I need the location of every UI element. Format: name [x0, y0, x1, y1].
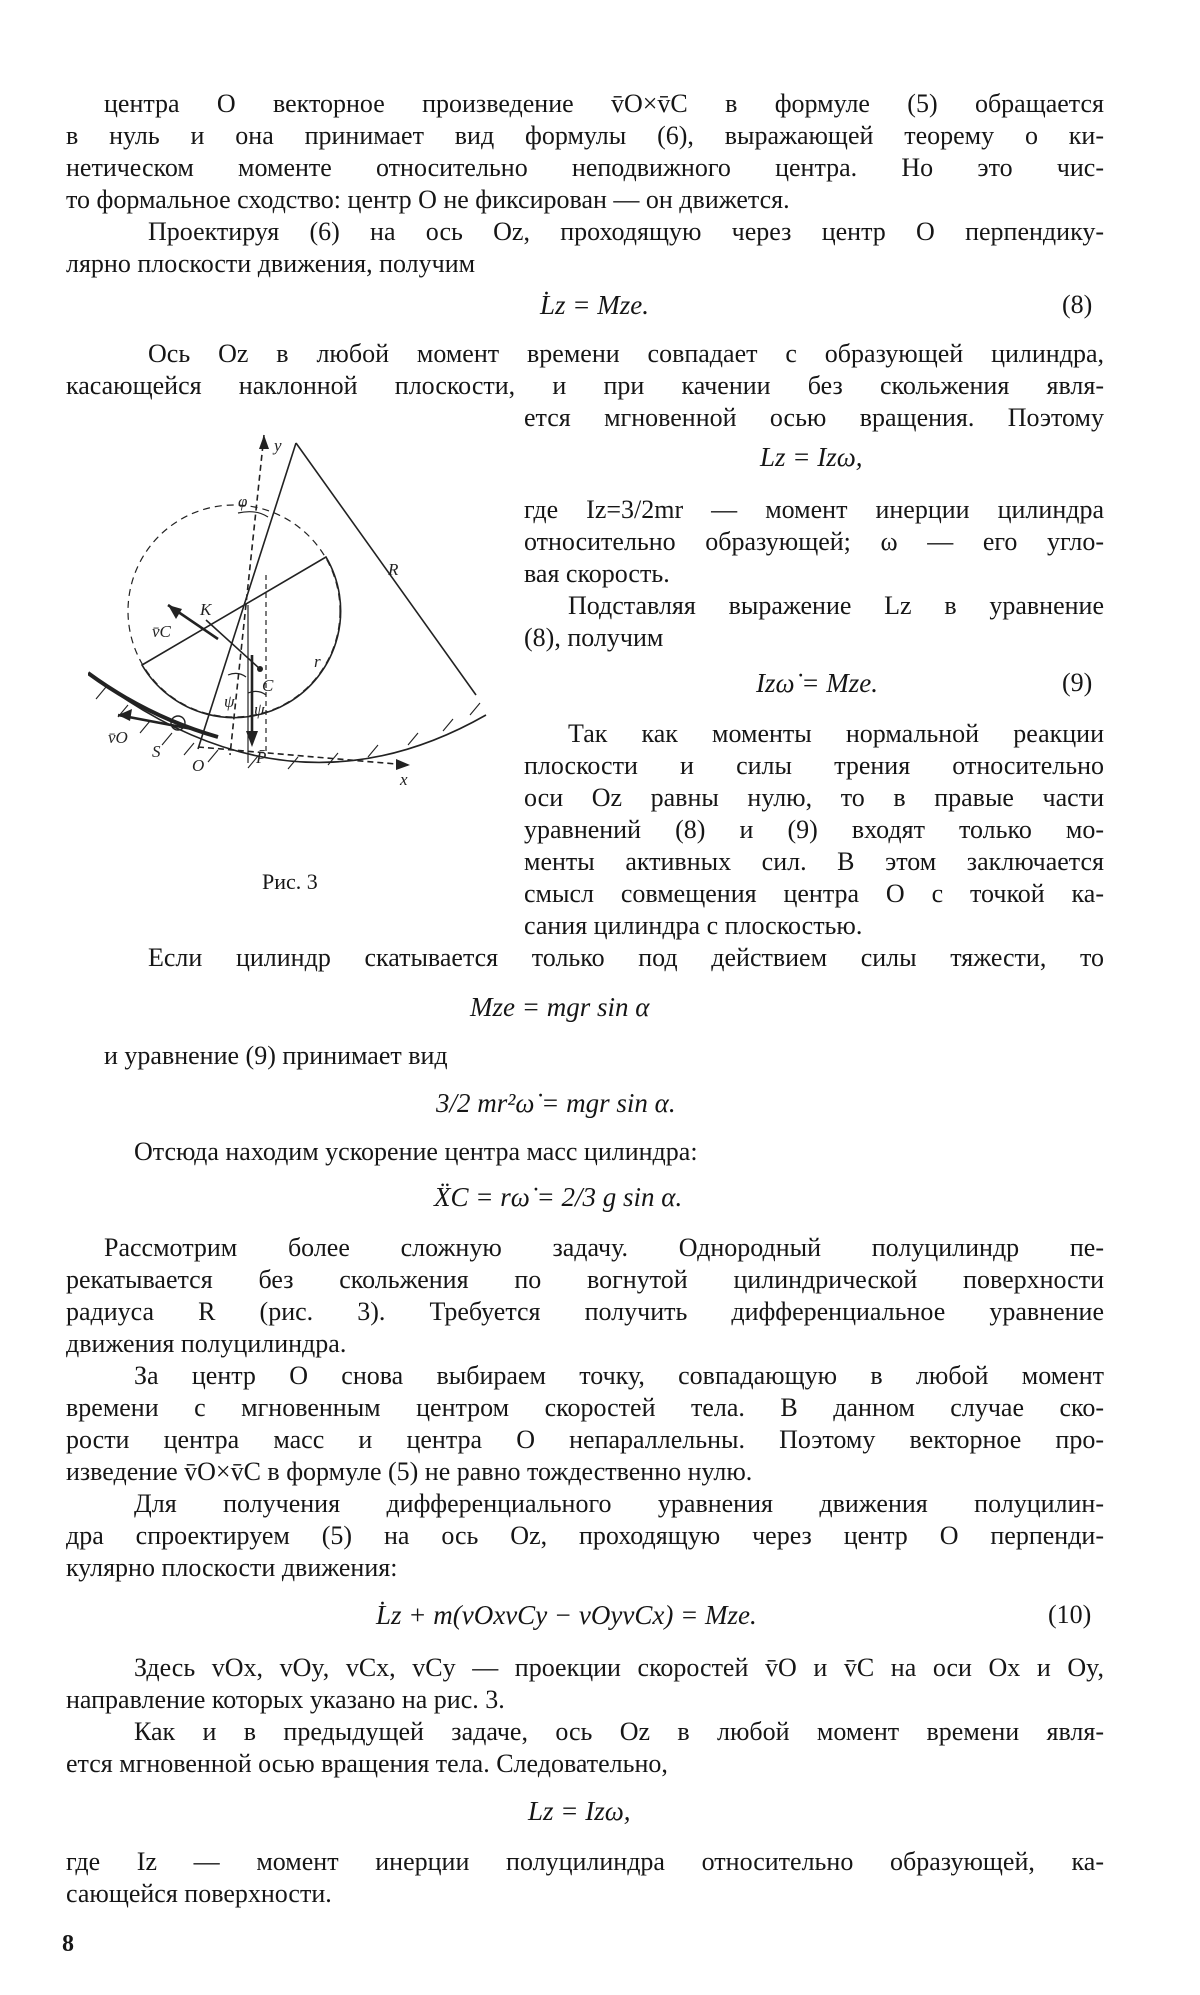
- label-K: K: [200, 600, 212, 619]
- text-line: направление которых указано на рис. 3.: [66, 1685, 505, 1714]
- equation-Mz: Mze = mgr sin α: [470, 992, 650, 1022]
- text-line: оси Oz равны нулю, то в правые части: [524, 783, 1104, 812]
- text-line: в нуль и она принимает вид формулы (6), выражающей теорему о ки-: [66, 121, 1104, 150]
- text-line: Подставляя выражение Lz в уравнение: [568, 591, 1104, 620]
- semicylinder-outline: [142, 557, 341, 718]
- text-line: Рассмотрим более сложную задачу. Однородный полуцилиндр пе-: [104, 1233, 1104, 1262]
- equation-10: L̇z + m(vOxvCy − vOyvCx) = Mze.: [376, 1600, 757, 1630]
- text-line: Так как моменты нормальной реакции: [568, 719, 1104, 748]
- equation-Lz: Lz = Izω,: [760, 442, 863, 472]
- text-line: лярно плоскости движения, получим: [66, 249, 476, 278]
- y-arrowhead: [259, 435, 269, 449]
- text-line: центра O векторное произведение v̄O×v̄C в формуле (5) обращается: [104, 89, 1104, 118]
- text-line: сания цилиндра с плоскостью.: [524, 911, 863, 940]
- text-line: Если цилиндр скатывается только под действием силы тяжести, то: [148, 943, 1104, 972]
- text-line: относительно образующей; ω — его угло-: [524, 527, 1104, 556]
- text-line: нетическом моменте относительно неподвижного центра. Но это чис-: [66, 153, 1104, 182]
- vC-arrowhead: [168, 605, 182, 619]
- text-line: уравнений (8) и (9) входят только мо-: [524, 815, 1104, 844]
- text-line: сающейся поверхности.: [66, 1879, 332, 1908]
- equation-Lz-2: Lz = Izω,: [528, 1796, 631, 1826]
- text-line: ется мгновенной осью вращения тела. Следовательно,: [66, 1749, 668, 1778]
- text-line: касающейся наклонной плоскости, и при качении без скольжения явля-: [66, 371, 1104, 400]
- text-line: Здесь vOx, vOy, vCx, vCy — проекции скоростей v̄O и v̄C на оси Ox и Oy,: [134, 1653, 1104, 1682]
- equation-acceleration: ẌC = rω̇ = 2/3 g sin α.: [434, 1182, 683, 1212]
- equation-number-9: (9): [1062, 668, 1093, 697]
- label-R: R: [388, 560, 399, 579]
- text-line: Проектируя (6) на ось Oz, проходящую через центр O перпендику-: [148, 217, 1104, 246]
- text-line: где Iz — момент инерции полуцилиндра относительно образующей, ка-: [66, 1847, 1104, 1876]
- radius-line: [296, 443, 476, 695]
- equation-9: Izω̇ = Mze.: [756, 668, 879, 698]
- text-line: изведение v̄O×v̄C в формуле (5) не равно тождественно нулю.: [66, 1457, 753, 1486]
- text-line: (8), получим: [524, 623, 664, 652]
- label-y: y: [274, 436, 282, 455]
- label-psi-2: ψ: [254, 700, 265, 719]
- label-P: P̄: [256, 748, 267, 767]
- text-line: За центр O снова выбираем точку, совпадающую в любой момент: [134, 1361, 1104, 1390]
- text-line: дра спроектируем (5) на ось Oz, проходящую через центр O перпенди-: [66, 1521, 1104, 1550]
- text-line: вая скорость.: [524, 559, 670, 588]
- figure-3: [88, 425, 500, 825]
- text-line: где Iz=3/2mr — момент инерции цилиндра: [524, 495, 1104, 524]
- text-line: плоскости и силы трения относительно: [524, 751, 1104, 780]
- page-number: 8: [62, 1931, 74, 1957]
- label-vO: v̄O: [108, 728, 128, 747]
- text-line: менты активных сил. В этом заключается: [524, 847, 1104, 876]
- text-line: рекатывается без скольжения по вогнутой цилиндрической поверхности: [66, 1265, 1104, 1294]
- label-psi-1: ψ: [224, 692, 235, 711]
- x-arrowhead: [396, 759, 410, 770]
- equation-number-8: (8): [1062, 290, 1093, 319]
- label-x: x: [400, 770, 408, 789]
- vO-arrowhead: [118, 709, 132, 721]
- text-line: движения полуцилиндра.: [66, 1329, 347, 1358]
- text-line: Как и в предыдущей задаче, ось Oz в любой момент времени явля-: [134, 1717, 1104, 1746]
- text-line: кулярно плоскости движения:: [66, 1553, 398, 1582]
- label-vC: v̄C: [152, 622, 171, 641]
- text-line: радиуса R (рис. 3). Требуется получить дифференциальное уравнение: [66, 1297, 1104, 1326]
- label-O: O: [192, 756, 205, 775]
- figure-caption: Рис. 3: [262, 869, 318, 894]
- text-line: Ось Oz в любой момент времени совпадает с образующей цилиндра,: [148, 339, 1104, 368]
- equation-8: L̇z = Mze.: [540, 290, 649, 320]
- text-line: то формальное сходство: центр O не фиксирован — он движется.: [66, 185, 790, 214]
- equation-number-10: (10): [1048, 1600, 1092, 1629]
- label-phi: φ: [238, 492, 248, 511]
- text-line: Для получения дифференциального уравнения движения полуцилин-: [134, 1489, 1104, 1518]
- text-line: и уравнение (9) принимает вид: [104, 1041, 448, 1070]
- equation-9-specific: 3/2 mr²ω̇ = mgr sin α.: [436, 1088, 676, 1118]
- text-line: Отсюда находим ускорение центра масс цилиндра:: [134, 1137, 698, 1166]
- text-line: смысл совмещения центра O с точкой ка-: [524, 879, 1104, 908]
- label-C: C: [262, 676, 274, 695]
- text-line: ется мгновенной осью вращения. Поэтому: [524, 403, 1104, 432]
- label-S: S: [152, 742, 161, 761]
- text-line: рости центра масс и центра O непараллельны. Поэтому векторное про-: [66, 1425, 1104, 1454]
- text-line: времени с мгновенным центром скоростей тела. В данном случае ско-: [66, 1393, 1104, 1422]
- label-r: r: [314, 652, 321, 671]
